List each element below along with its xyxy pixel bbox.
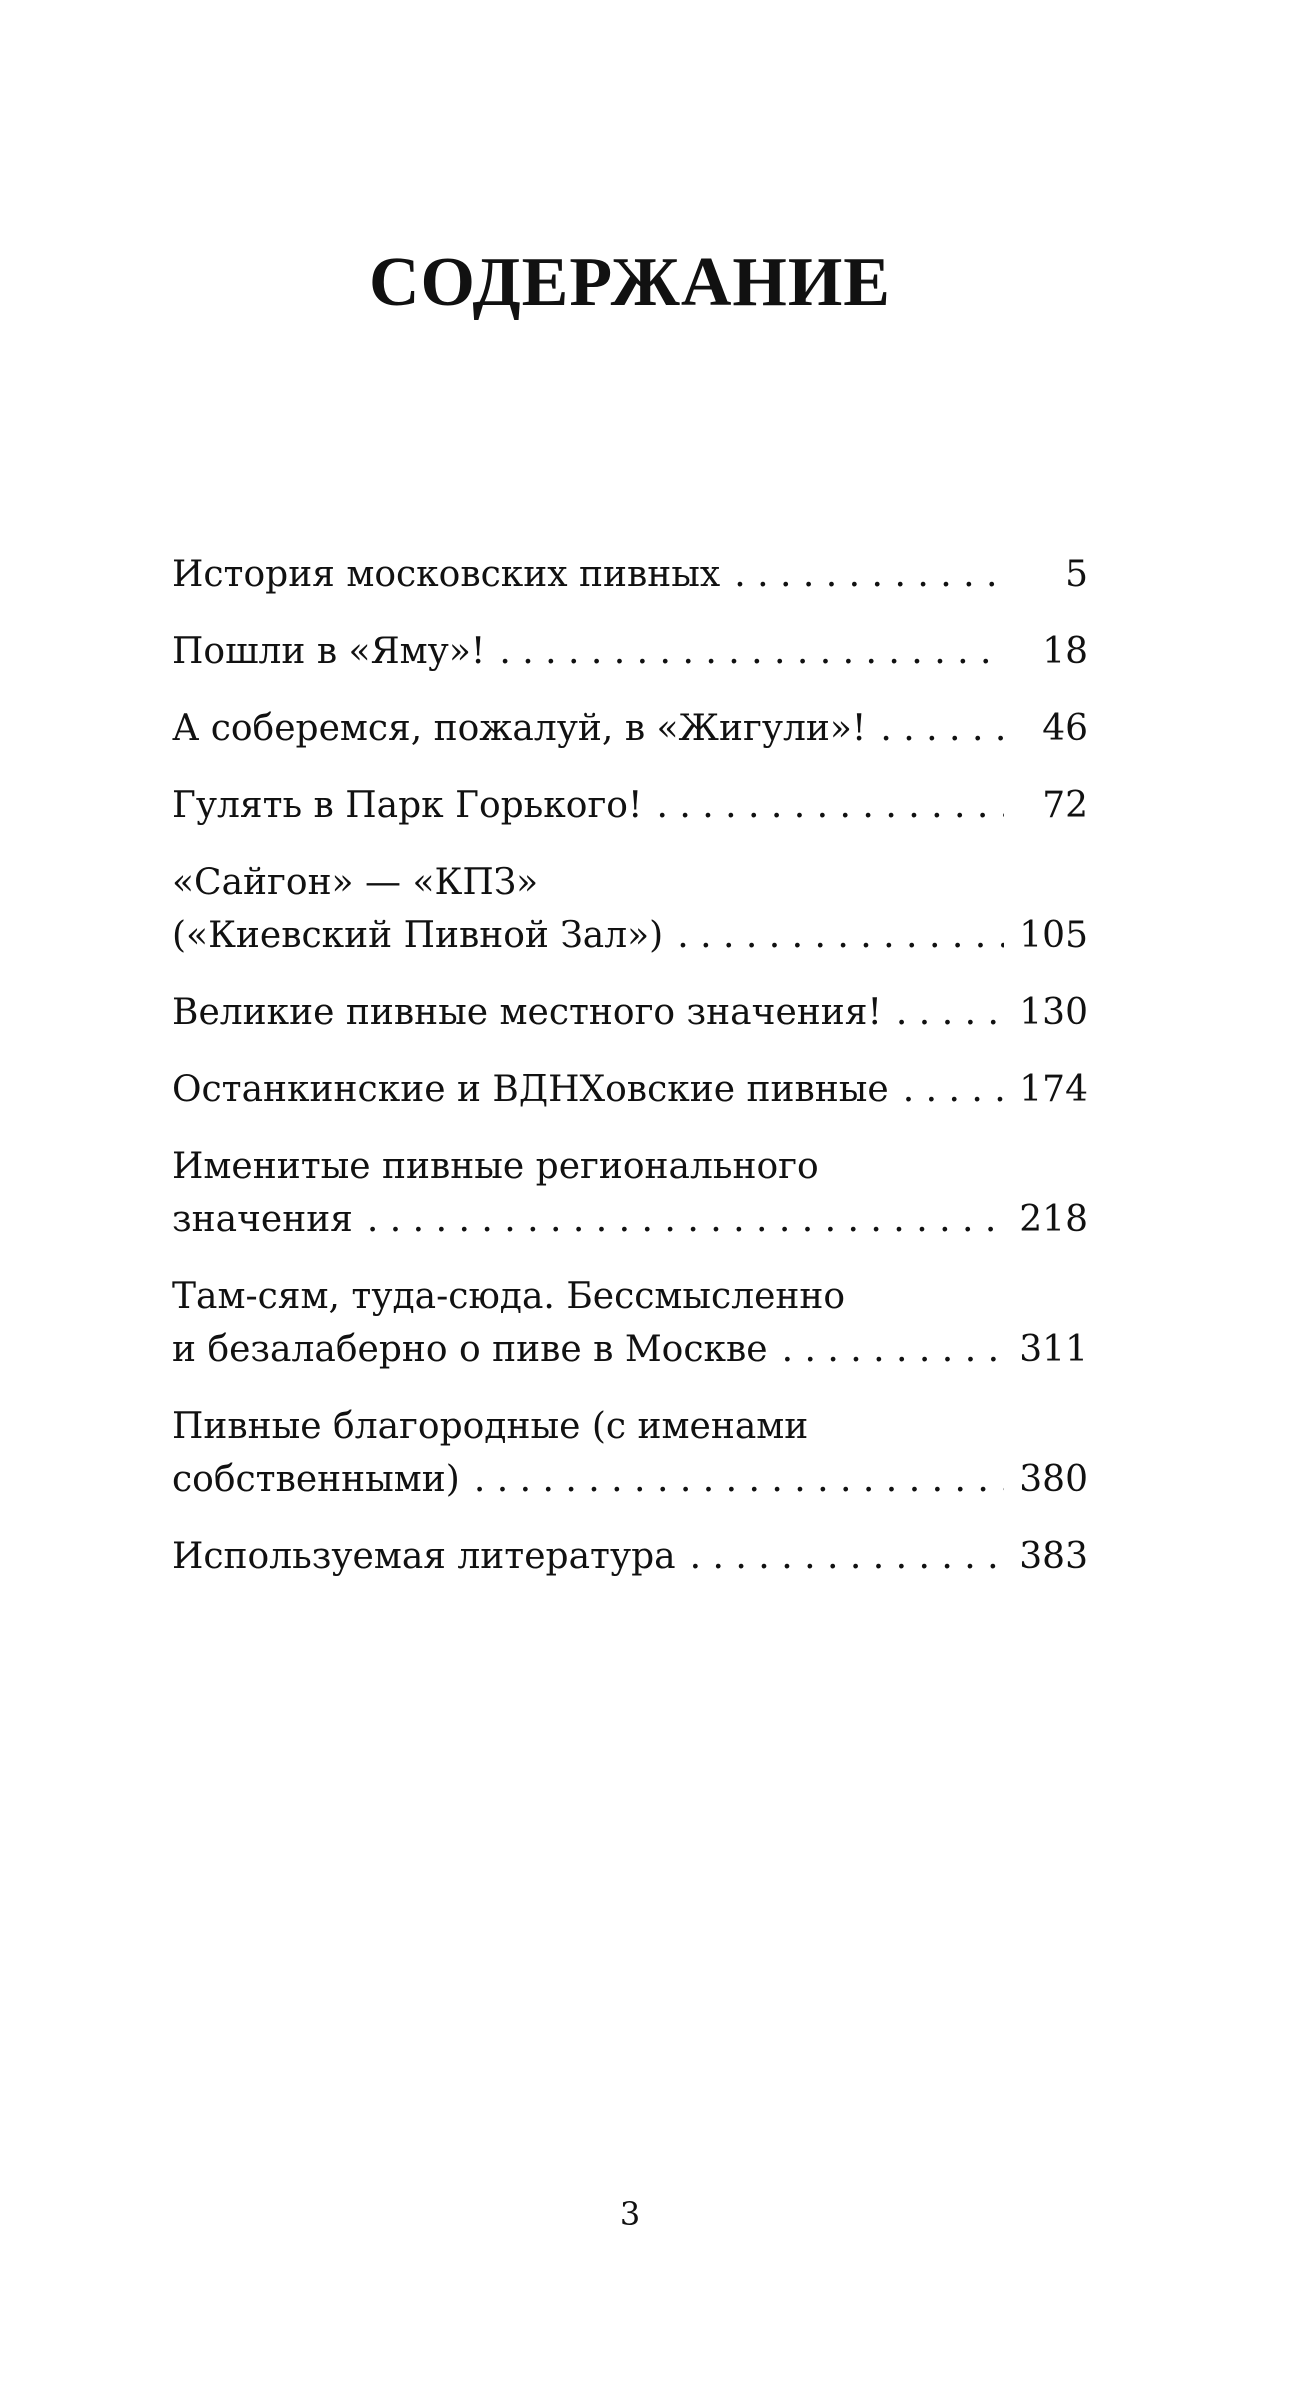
toc-entry-line bbox=[172, 1140, 1088, 1193]
toc-page-number: 380 bbox=[1019, 1459, 1088, 1500]
dot-leader bbox=[677, 909, 1004, 962]
toc-entry-line bbox=[172, 909, 1088, 962]
toc-entry-line bbox=[172, 1063, 1088, 1116]
dot-leader bbox=[880, 702, 1004, 755]
toc-entry-title: «Сайгон» — «КПЗ» bbox=[172, 862, 539, 903]
toc-entry-line bbox=[172, 1530, 1088, 1583]
toc-entry-line bbox=[172, 1193, 1088, 1246]
toc-entry bbox=[172, 1063, 1088, 1116]
toc-entry bbox=[172, 1140, 1088, 1246]
toc-entry bbox=[172, 625, 1088, 678]
dot-leader bbox=[656, 779, 1004, 832]
toc-entry bbox=[172, 1530, 1088, 1583]
dot-leader bbox=[474, 1453, 1004, 1506]
dot-leader bbox=[782, 1323, 1004, 1376]
toc-page-number: 218 bbox=[1019, 1199, 1088, 1240]
toc-page-number: 5 bbox=[1065, 554, 1088, 595]
toc-entry-line bbox=[172, 1323, 1088, 1376]
toc-entry bbox=[172, 856, 1088, 962]
toc-entry-title: А соберемся, пожалуй, в «Жигули»! bbox=[172, 708, 867, 749]
toc-entry-title: Именитые пивные регионального bbox=[172, 1146, 819, 1187]
toc-page-number: 105 bbox=[1019, 915, 1088, 956]
dot-leader bbox=[367, 1193, 1004, 1246]
toc-page-number: 72 bbox=[1042, 785, 1088, 826]
toc-page-number: 311 bbox=[1019, 1329, 1088, 1370]
toc-entry-line bbox=[172, 548, 1088, 601]
toc-entry-line bbox=[172, 779, 1088, 832]
toc-entry-title: Гулять в Парк Горького! bbox=[172, 785, 643, 826]
table-of-contents bbox=[172, 548, 1088, 1607]
dot-leader bbox=[903, 1063, 1004, 1116]
toc-entry-line bbox=[172, 1400, 1088, 1453]
toc-entry-line bbox=[172, 856, 1088, 909]
toc-entry-title: Останкинские и ВДНХовские пивные bbox=[172, 1069, 889, 1110]
toc-page-number: 130 bbox=[1019, 992, 1088, 1033]
toc-entry-title: Там-сям, туда-сюда. Бессмысленно bbox=[172, 1276, 846, 1317]
toc-entry-line bbox=[172, 1270, 1088, 1323]
toc-entry-line bbox=[172, 702, 1088, 755]
toc-entry-title: История московских пивных bbox=[172, 554, 721, 595]
toc-entry-title: («Киевский Пивной Зал») bbox=[172, 915, 664, 956]
dot-leader bbox=[896, 986, 1004, 1039]
toc-page-number: 46 bbox=[1042, 708, 1088, 749]
toc-entry-title: Пошли в «Яму»! bbox=[172, 631, 486, 672]
toc-page-number: 174 bbox=[1019, 1069, 1088, 1110]
toc-entry bbox=[172, 702, 1088, 755]
toc-entry bbox=[172, 986, 1088, 1039]
page-title: СОДЕРЖАНИЕ bbox=[368, 244, 891, 321]
toc-entry-line bbox=[172, 625, 1088, 678]
toc-entry bbox=[172, 1400, 1088, 1506]
toc-entry-line bbox=[172, 986, 1088, 1039]
toc-entry-title: собственными) bbox=[172, 1459, 460, 1500]
page-number: 3 bbox=[619, 2195, 641, 2233]
toc-entry bbox=[172, 548, 1088, 601]
toc-entry-title: значения bbox=[172, 1199, 353, 1240]
toc-page-number: 18 bbox=[1042, 631, 1088, 672]
dot-leader bbox=[690, 1530, 1004, 1583]
toc-page-number: 383 bbox=[1019, 1536, 1088, 1577]
dot-leader bbox=[499, 625, 1004, 678]
toc-entry-title: Пивные благородные (с именами bbox=[172, 1406, 809, 1447]
toc-entry-title: Великие пивные местного значения! bbox=[172, 992, 882, 1033]
toc-entry bbox=[172, 1270, 1088, 1376]
toc-entry-title: и безалаберно о пиве в Москве bbox=[172, 1329, 768, 1370]
toc-entry bbox=[172, 779, 1088, 832]
toc-entry-title: Используемая литература bbox=[172, 1536, 676, 1577]
dot-leader bbox=[734, 548, 1004, 601]
toc-entry-line bbox=[172, 1453, 1088, 1506]
